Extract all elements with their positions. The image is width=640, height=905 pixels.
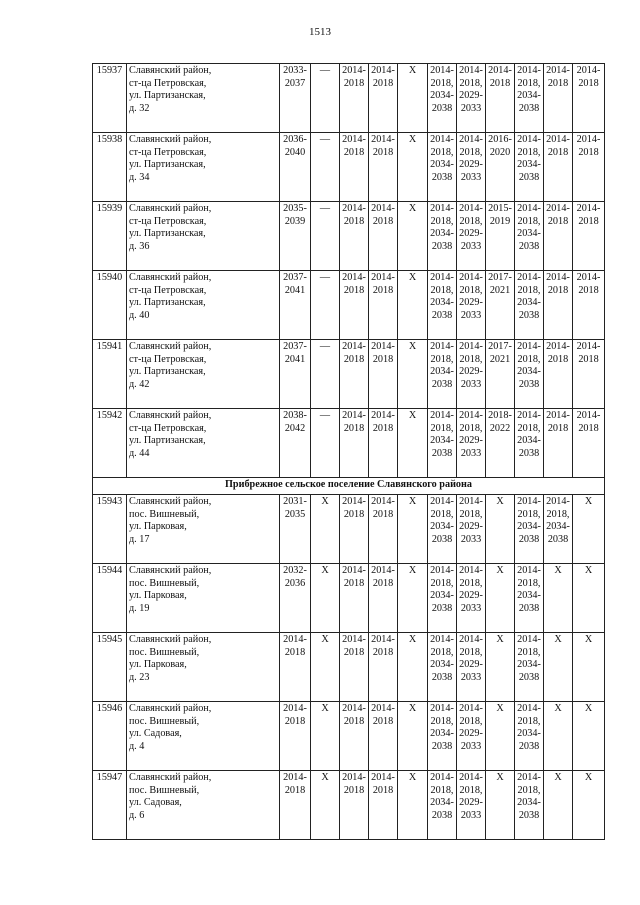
- period-cell: X: [544, 771, 573, 840]
- address-cell: Славянский район, ст-ца Петровская, ул. Партизанская, д. 32: [127, 64, 280, 133]
- period-cell: —: [311, 340, 340, 409]
- period-cell: X: [398, 409, 428, 478]
- period-cell: X: [398, 133, 428, 202]
- address-cell: Славянский район, пос. Вишневый, ул. Парковая, д. 23: [127, 633, 280, 702]
- table-row: [93, 271, 605, 340]
- table-row: [93, 564, 605, 633]
- period-cell: X: [311, 564, 340, 633]
- section-row: [93, 478, 605, 495]
- period-cell: 2014- 2018, 2034- 2038: [428, 271, 457, 340]
- period-cell: 2014- 2018: [369, 495, 398, 564]
- address-cell: Славянский район, пос. Вишневый, ул. Парковая, д. 17: [127, 495, 280, 564]
- period-cell: 2014- 2018: [573, 340, 605, 409]
- period-cell: 2014- 2018: [369, 133, 398, 202]
- period-cell: 2014- 2018, 2029- 2033: [457, 564, 486, 633]
- address-cell: Славянский район, ст-ца Петровская, ул. Партизанская, д. 42: [127, 340, 280, 409]
- period-cell: 2015- 2019: [486, 202, 515, 271]
- row-number: 15938: [93, 133, 127, 202]
- period-cell: —: [311, 133, 340, 202]
- period-cell: X: [311, 771, 340, 840]
- period-cell: 2014- 2018: [573, 409, 605, 478]
- period-cell: 2014- 2018: [486, 64, 515, 133]
- address-cell: Славянский район, ст-ца Петровская, ул. Партизанская, д. 40: [127, 271, 280, 340]
- period-cell: 2014- 2018, 2034- 2038: [515, 133, 544, 202]
- period-cell: X: [486, 702, 515, 771]
- period-cell: 2014- 2018: [369, 564, 398, 633]
- period-cell: X: [544, 633, 573, 702]
- period-cell: 2014- 2018: [544, 271, 573, 340]
- period-cell: 2014- 2018, 2034- 2038: [544, 495, 573, 564]
- period-cell: 2014- 2018: [369, 702, 398, 771]
- period-cell: X: [311, 702, 340, 771]
- period-cell: 2014- 2018, 2034- 2038: [428, 409, 457, 478]
- period-cell: X: [311, 495, 340, 564]
- period-cell: 2014- 2018: [340, 702, 369, 771]
- period-cell: 2035- 2039: [280, 202, 311, 271]
- period-cell: 2014- 2018: [544, 202, 573, 271]
- period-cell: 2014- 2018, 2034- 2038: [515, 409, 544, 478]
- period-cell: 2014- 2018: [280, 633, 311, 702]
- period-cell: 2014- 2018: [369, 202, 398, 271]
- period-cell: 2014- 2018: [369, 771, 398, 840]
- row-number: 15945: [93, 633, 127, 702]
- period-cell: X: [573, 564, 605, 633]
- period-cell: X: [486, 633, 515, 702]
- period-cell: X: [544, 702, 573, 771]
- section-title: Прибрежное сельское поселение Славянского района: [93, 478, 605, 495]
- period-cell: X: [573, 495, 605, 564]
- table-row: [93, 340, 605, 409]
- page-number: 1513: [309, 26, 331, 38]
- table-row: [93, 133, 605, 202]
- table-row: [93, 702, 605, 771]
- address-cell: Славянский район, ст-ца Петровская, ул. Партизанская, д. 34: [127, 133, 280, 202]
- address-cell: Славянский район, ст-ца Петровская, ул. Партизанская, д. 44: [127, 409, 280, 478]
- period-cell: —: [311, 409, 340, 478]
- period-cell: X: [486, 564, 515, 633]
- period-cell: 2014- 2018: [369, 271, 398, 340]
- period-cell: 2014- 2018: [369, 340, 398, 409]
- period-cell: 2014- 2018, 2034- 2038: [428, 702, 457, 771]
- period-cell: X: [398, 64, 428, 133]
- row-number: 15941: [93, 340, 127, 409]
- period-cell: X: [311, 633, 340, 702]
- table-row: [93, 771, 605, 840]
- period-cell: 2014- 2018: [340, 633, 369, 702]
- period-cell: X: [573, 771, 605, 840]
- period-cell: 2014- 2018, 2034- 2038: [515, 202, 544, 271]
- period-cell: 2014- 2018, 2034- 2038: [428, 771, 457, 840]
- period-cell: X: [486, 771, 515, 840]
- period-cell: 2014- 2018, 2034- 2038: [428, 133, 457, 202]
- period-cell: X: [573, 702, 605, 771]
- period-cell: 2014- 2018: [369, 409, 398, 478]
- period-cell: 2014- 2018: [280, 771, 311, 840]
- period-cell: 2014- 2018, 2034- 2038: [515, 633, 544, 702]
- period-cell: 2038- 2042: [280, 409, 311, 478]
- period-cell: —: [311, 64, 340, 133]
- row-number: 15943: [93, 495, 127, 564]
- period-cell: 2014- 2018, 2034- 2038: [428, 633, 457, 702]
- row-number: 15944: [93, 564, 127, 633]
- table-row: [93, 409, 605, 478]
- period-cell: 2014- 2018: [280, 702, 311, 771]
- period-cell: 2031- 2035: [280, 495, 311, 564]
- period-cell: 2014- 2018: [369, 633, 398, 702]
- table-row: [93, 64, 605, 133]
- period-cell: X: [398, 771, 428, 840]
- period-cell: 2014- 2018, 2034- 2038: [515, 271, 544, 340]
- row-number: 15942: [93, 409, 127, 478]
- period-cell: 2014- 2018: [369, 64, 398, 133]
- period-cell: 2014- 2018: [544, 133, 573, 202]
- period-cell: 2016- 2020: [486, 133, 515, 202]
- period-cell: 2014- 2018: [573, 202, 605, 271]
- period-cell: X: [573, 633, 605, 702]
- period-cell: 2037- 2041: [280, 340, 311, 409]
- period-cell: 2014- 2018, 2029- 2033: [457, 202, 486, 271]
- row-number: 15946: [93, 702, 127, 771]
- period-cell: 2014- 2018: [340, 202, 369, 271]
- address-cell: Славянский район, пос. Вишневый, ул. Парковая, д. 19: [127, 564, 280, 633]
- address-cell: Славянский район, пос. Вишневый, ул. Садовая, д. 6: [127, 771, 280, 840]
- period-cell: 2014- 2018: [340, 133, 369, 202]
- period-cell: 2014- 2018: [340, 64, 369, 133]
- period-cell: 2014- 2018, 2034- 2038: [428, 202, 457, 271]
- period-cell: 2014- 2018, 2034- 2038: [428, 340, 457, 409]
- period-cell: 2014- 2018, 2029- 2033: [457, 340, 486, 409]
- period-cell: 2014- 2018: [544, 64, 573, 133]
- row-number: 15947: [93, 771, 127, 840]
- period-cell: 2014- 2018, 2034- 2038: [428, 495, 457, 564]
- period-cell: 2014- 2018, 2029- 2033: [457, 495, 486, 564]
- period-cell: X: [398, 564, 428, 633]
- table-row: [93, 202, 605, 271]
- period-cell: 2018- 2022: [486, 409, 515, 478]
- period-cell: 2014- 2018, 2034- 2038: [515, 495, 544, 564]
- period-cell: 2014- 2018: [573, 64, 605, 133]
- period-cell: —: [311, 202, 340, 271]
- period-cell: 2014- 2018: [340, 271, 369, 340]
- period-cell: 2036- 2040: [280, 133, 311, 202]
- period-cell: 2014- 2018: [340, 340, 369, 409]
- period-cell: X: [398, 495, 428, 564]
- period-cell: —: [311, 271, 340, 340]
- address-cell: Славянский район, пос. Вишневый, ул. Садовая, д. 4: [127, 702, 280, 771]
- period-cell: 2032- 2036: [280, 564, 311, 633]
- period-cell: X: [398, 702, 428, 771]
- row-number: 15937: [93, 64, 127, 133]
- period-cell: X: [486, 495, 515, 564]
- period-cell: 2014- 2018: [340, 495, 369, 564]
- period-cell: 2014- 2018, 2034- 2038: [515, 564, 544, 633]
- period-cell: 2014- 2018, 2029- 2033: [457, 771, 486, 840]
- period-cell: 2014- 2018, 2034- 2038: [515, 64, 544, 133]
- period-cell: 2014- 2018, 2034- 2038: [428, 64, 457, 133]
- row-number: 15940: [93, 271, 127, 340]
- period-cell: 2014- 2018: [544, 409, 573, 478]
- period-cell: 2014- 2018, 2034- 2038: [515, 340, 544, 409]
- period-cell: 2014- 2018: [340, 409, 369, 478]
- period-cell: 2037- 2041: [280, 271, 311, 340]
- period-cell: 2014- 2018: [340, 564, 369, 633]
- period-cell: 2014- 2018: [573, 133, 605, 202]
- period-cell: 2014- 2018, 2034- 2038: [515, 702, 544, 771]
- period-cell: X: [398, 340, 428, 409]
- period-cell: 2014- 2018, 2029- 2033: [457, 64, 486, 133]
- period-cell: 2017- 2021: [486, 340, 515, 409]
- table-row: [93, 495, 605, 564]
- table-row: [93, 633, 605, 702]
- registry-table: [92, 63, 605, 840]
- period-cell: 2014- 2018, 2029- 2033: [457, 271, 486, 340]
- period-cell: 2033- 2037: [280, 64, 311, 133]
- period-cell: 2014- 2018, 2029- 2033: [457, 702, 486, 771]
- row-number: 15939: [93, 202, 127, 271]
- period-cell: X: [398, 271, 428, 340]
- period-cell: 2014- 2018: [340, 771, 369, 840]
- period-cell: 2014- 2018, 2034- 2038: [428, 564, 457, 633]
- period-cell: X: [398, 633, 428, 702]
- address-cell: Славянский район, ст-ца Петровская, ул. Партизанская, д. 36: [127, 202, 280, 271]
- period-cell: 2014- 2018: [573, 271, 605, 340]
- period-cell: X: [398, 202, 428, 271]
- period-cell: 2014- 2018, 2034- 2038: [515, 771, 544, 840]
- period-cell: 2014- 2018, 2029- 2033: [457, 409, 486, 478]
- period-cell: X: [544, 564, 573, 633]
- registry-body: [93, 64, 605, 840]
- period-cell: 2014- 2018, 2029- 2033: [457, 633, 486, 702]
- period-cell: 2014- 2018, 2029- 2033: [457, 133, 486, 202]
- period-cell: 2017- 2021: [486, 271, 515, 340]
- period-cell: 2014- 2018: [544, 340, 573, 409]
